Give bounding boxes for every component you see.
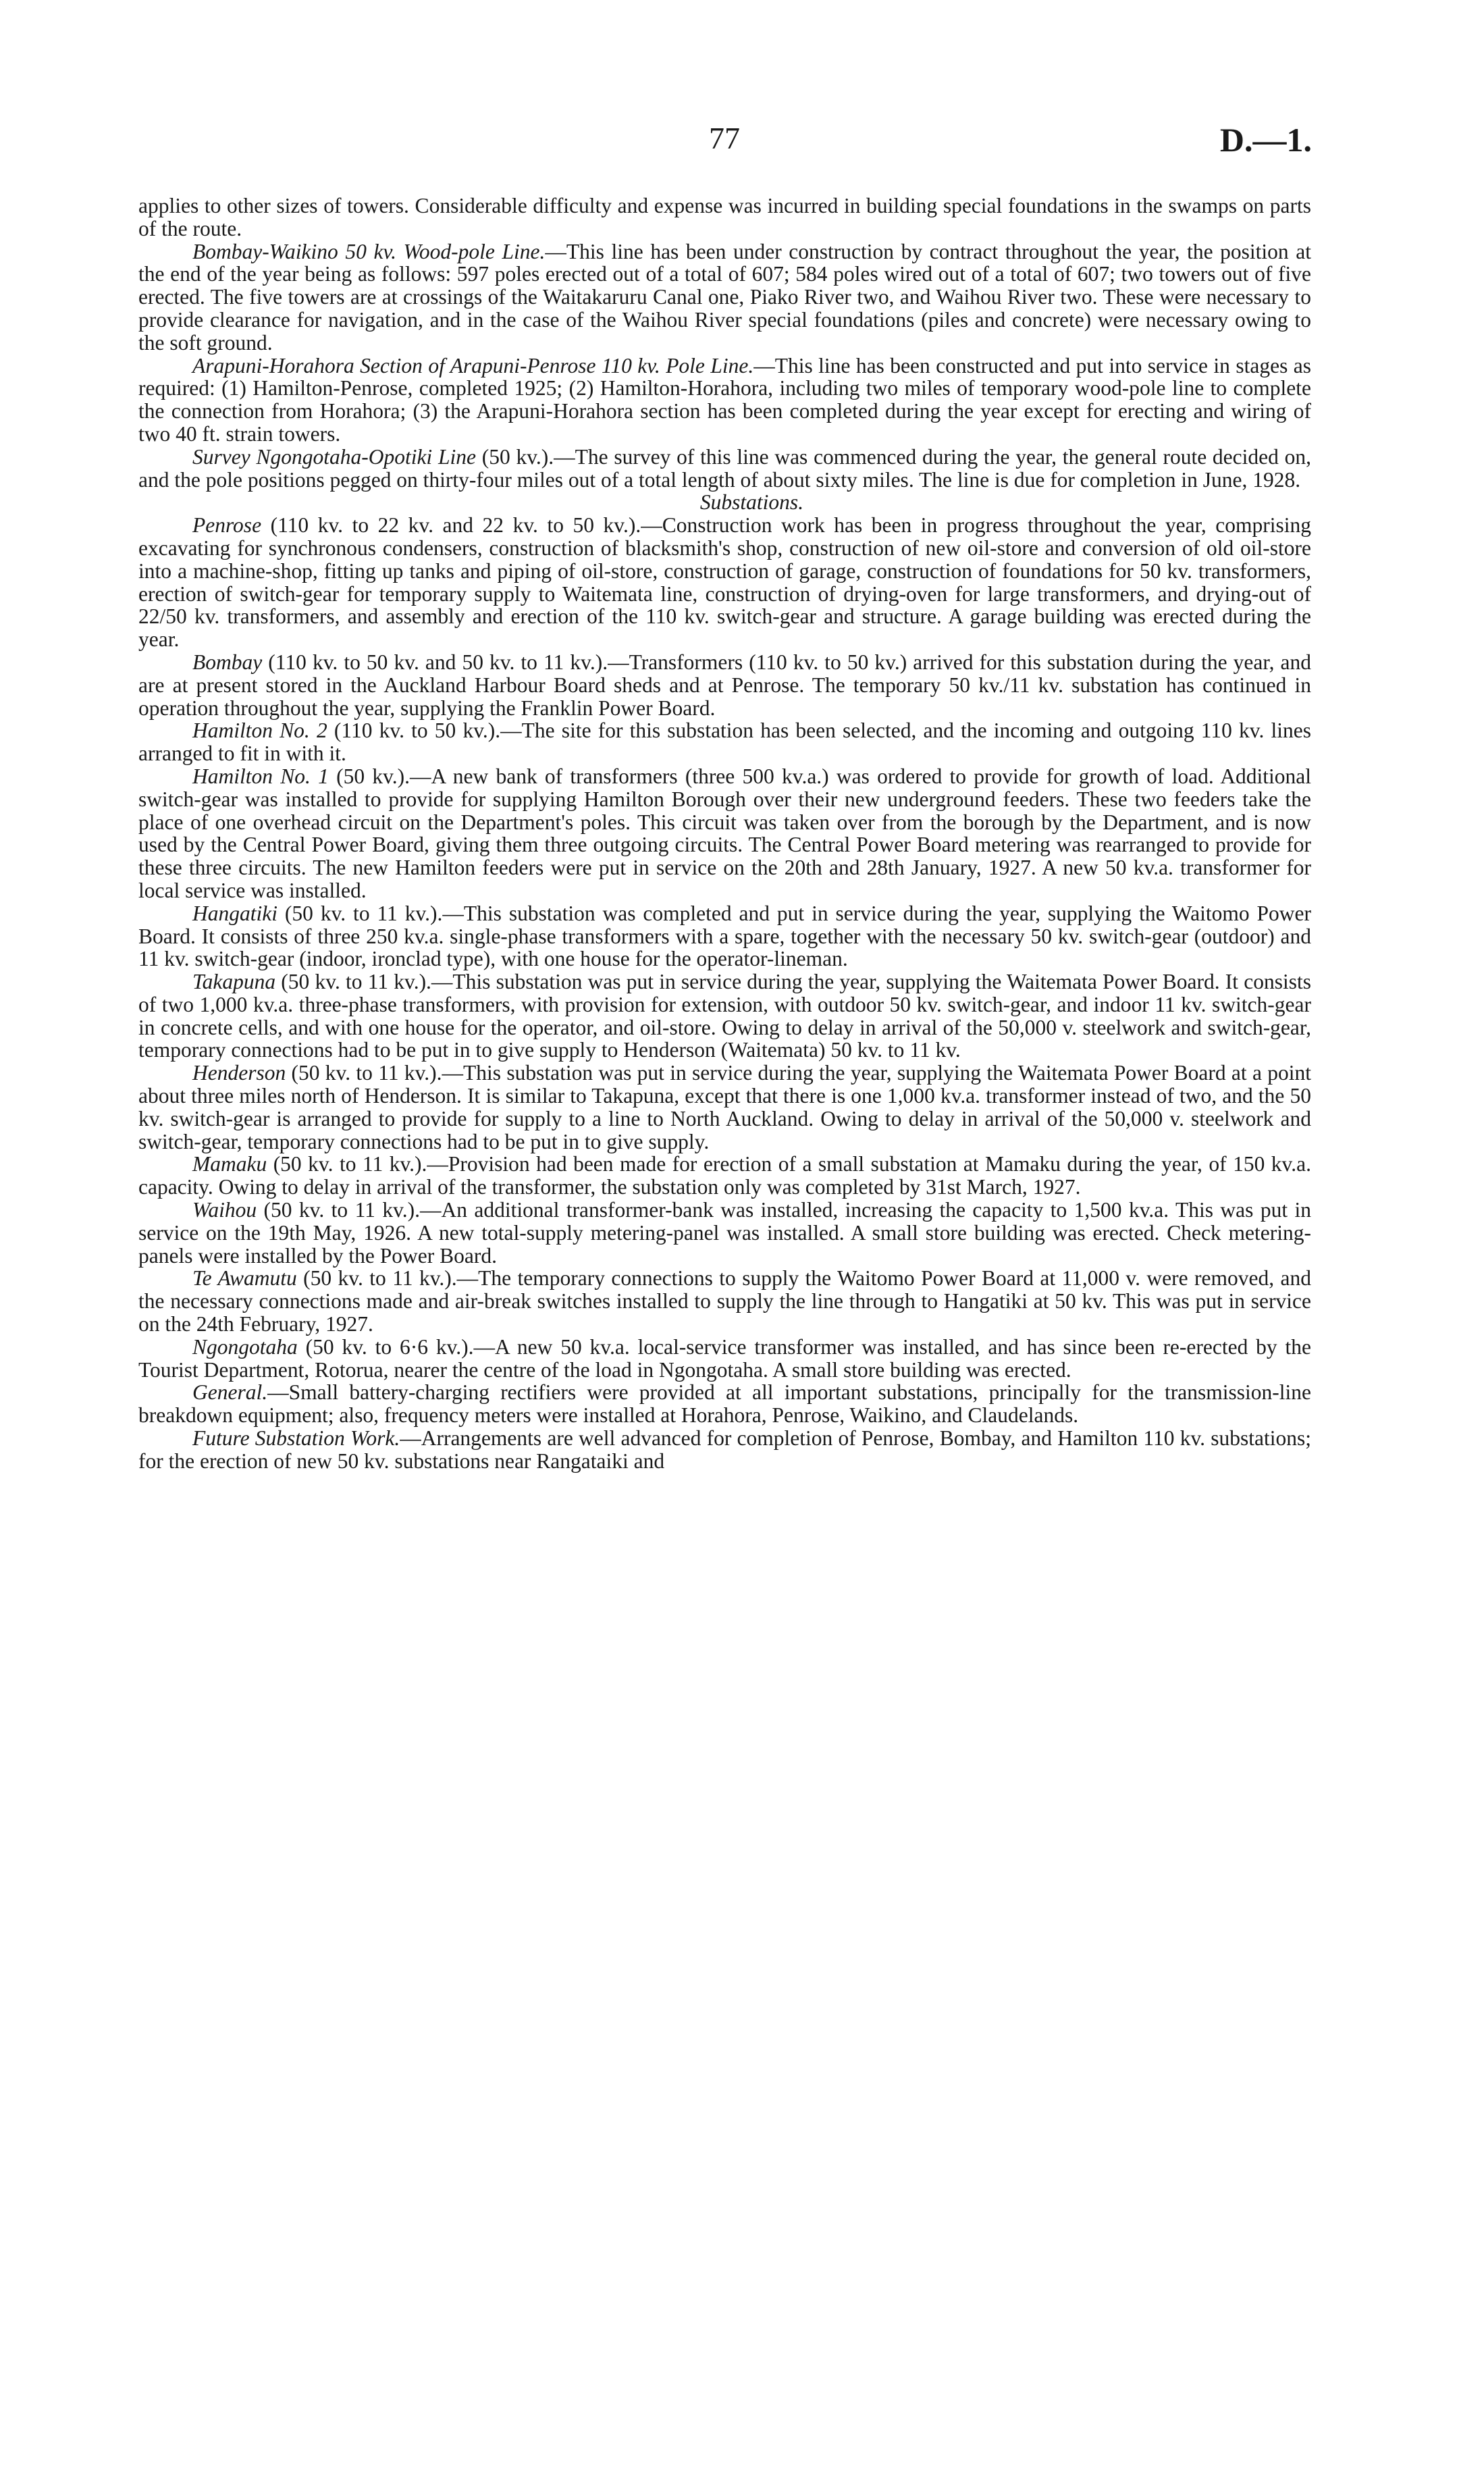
paragraph-lead: Te Awamutu	[192, 1266, 297, 1291]
paragraph: General.—Small battery-charging rectifiers were provided at all important substations, principally for the transmission-line breakdown equipment; also, frequency meters were installed at Horahora, Penrose, Waikino, and Claudelands.	[138, 1380, 1311, 1428]
paragraph: Takapuna (50 kv. to 11 kv.).—This substation was put in service during the year, supplying the Waitemata Power Board. It consists of two 1,000 kv.a. three-phase transformers, with provision for extension, with outdoor 50 kv. switch-gear, and indoor 11 kv. switch-gear in concrete cells, and with one house for the operator, and oil-store. Owing to delay in arrival of the 50,000 v. steelwork and switch-gear, temporary connections had to be put in to give supply to Henderson (Waitemata) 50 kv. to 11 kv.	[138, 970, 1311, 1062]
paragraph: Penrose (110 kv. to 22 kv. and 22 kv. to 50 kv.).—Construction work has been in progress throughout the year, comprising excavating for synchronous condensers, construction of blacksmith's shop, construction of new oil-store and conversion of old oil-store into a machine-shop, fitting up tanks and piping of oil-store, construction of garage, construction of foundations for 50 kv. transformers, erection of switch-gear for temporary supply to Waitemata line, construction of drying-oven for large transformers, and drying-out of 22/50 kv. transformers, and assembly and erection of the 110 kv. switch-gear and structure. A garage building was erected during the year.	[138, 513, 1311, 652]
paragraph-lead: Penrose	[192, 513, 262, 538]
paragraph: applies to other sizes of towers. Considerable difficulty and expense was incurred in building special foundations in the swamps on parts of the route.	[138, 194, 1311, 240]
paragraph: Survey Ngongotaha-Opotiki Line (50 kv.).—The survey of this line was commenced during the year, the general route decided on, and the pole positions pegged on thirty-four miles out of a total length of about sixty miles. The line is due for completion in June, 1928.	[138, 444, 1311, 492]
section-heading: Substations.	[699, 490, 804, 515]
paragraph-lead: Henderson	[192, 1061, 286, 1085]
paragraph-lead: Survey Ngongotaha-Opotiki Line	[192, 444, 476, 469]
paragraph: Mamaku (50 kv. to 11 kv.).—Provision had been made for erection of a small substation at Mamaku during the year, of 150 kv.a. capacity. Owing to delay in arrival of the transformer, the substation only was completed by 31st March, 1927.	[138, 1152, 1311, 1199]
paragraph: Bombay (110 kv. to 50 kv. and 50 kv. to 11 kv.).—Transformers (110 kv. to 50 kv.) arrived for this substation during the year, and are at present stored in the Auckland Harbour Board sheds and at Penrose. The temporary 50 kv./11 kv. substation has continued in operation throughout the year, supplying the Franklin Power Board.	[138, 650, 1311, 720]
paragraph: Hangatiki (50 kv. to 11 kv.).—This substation was completed and put in service during the year, supplying the Waitomo Power Board. It consists of three 250 kv.a. single-phase transformers with a spare, together with the necessary 50 kv. switch-gear (outdoor) and 11 kv. switch-gear (indoor, ironclad type), with one house for the operator-lineman.	[138, 901, 1311, 971]
body-text	[138, 194, 1311, 1473]
paragraph-lead: Hamilton No. 1	[192, 764, 329, 788]
paragraph-lead: General.	[192, 1380, 268, 1405]
paragraph: Henderson (50 kv. to 11 kv.).—This substation was put in service during the year, supplying the Waitemata Power Board at a point about three miles north of Henderson. It is similar to Takapuna, except that there is one 1,000 kv.a. transformer instead of two, and the 50 kv. switch-gear is arranged to provide for supply to a line to North Auckland. Owing to delay in arrival of the 50,000 v. steelwork and switch-gear, temporary connections had to be put in to give supply.	[138, 1061, 1311, 1153]
paragraph-lead: Mamaku	[192, 1152, 267, 1176]
document-reference: D.—1.	[1219, 121, 1312, 159]
page-number: 77	[709, 121, 740, 155]
paragraph: Hamilton No. 1 (50 kv.).—A new bank of transformers (three 500 kv.a.) was ordered to provide for growth of load. Additional switch-gear was installed to provide for supplying Hamilton Borough over their new underground feeders. These two feeders take the place of one overhead circuit on the Department's poles. This circuit was taken over from the borough by the Department, and is now used by the Central Power Board, giving them three outgoing circuits. The Central Power Board metering was rearranged to provide for these three circuits. The new Hamilton feeders were put in service on the 20th and 28th January, 1927. A new 50 kv.a. transformer for local service was installed.	[138, 764, 1311, 902]
paragraph-lead: Ngongotaha	[192, 1334, 298, 1359]
paragraph-lead: Waihou	[192, 1198, 257, 1222]
paragraph-lead: Future Substation Work.	[192, 1426, 400, 1451]
paragraph-lead: Arapuni-Horahora Section of Arapuni-Penrose 110 kv. Pole Line.	[192, 353, 754, 378]
paragraph: Arapuni-Horahora Section of Arapuni-Penrose 110 kv. Pole Line.—This line has been constructed and put into service in stages as required: (1) Hamilton-Penrose, completed 1925; (2) Hamilton-Horahora, including two miles of temporary wood-pole line to complete the connection from Horahora; (3) the Arapuni-Horahora section has been completed during the year except for erecting and wiring of two 40 ft. strain towers.	[138, 353, 1311, 446]
paragraph-lead: Hamilton No. 2	[192, 719, 327, 743]
paragraph: Future Substation Work.—Arrangements are well advanced for completion of Penrose, Bombay, and Hamilton 110 kv. substations; for the erection of new 50 kv. substations near Rangataiki and	[138, 1426, 1311, 1473]
paragraph: Bombay-Waikino 50 kv. Wood-pole Line.—This line has been under construction by contract throughout the year, the position at the end of the year being as follows: 597 poles erected out of a total of 607; 584 poles wired out of a total of 607; two towers out of five erected. The five towers are at crossings of the Waitakaruru Canal one, Piako River two, and Waihou River two. These were necessary to provide clearance for navigation, and in the case of the Waihou River special foundations (piles and concrete) were necessary owing to the soft ground.	[138, 239, 1311, 355]
paragraph-lead: Bombay-Waikino 50 kv. Wood-pole Line.	[192, 239, 546, 263]
paragraph-lead: Takapuna	[192, 970, 276, 994]
paragraph: Te Awamutu (50 kv. to 11 kv.).—The temporary connections to supply the Waitomo Power Board at 11,000 v. were removed, and the necessary connections made and air-break switches installed to supply the line through to Hangatiki at 50 kv. This was put in service on the 24th February, 1927.	[138, 1266, 1311, 1336]
paragraph-lead: Hangatiki	[192, 901, 277, 925]
paragraph: Hamilton No. 2 (110 kv. to 50 kv.).—The site for this substation has been selected, and the incoming and outgoing 110 kv. lines arranged to fit in with it.	[138, 719, 1311, 766]
page-header	[0, 120, 1484, 174]
paragraph: Waihou (50 kv. to 11 kv.).—An additional transformer-bank was installed, increasing the capacity to 1,500 kv.a. This was put in service on the 19th May, 1926. A new total-supply metering-panel was installed. A small store building was erected. Check metering-panels were installed by the Power Board.	[138, 1198, 1311, 1268]
paragraph-lead: Bombay	[192, 650, 263, 674]
paragraph: Ngongotaha (50 kv. to 6·6 kv.).—A new 50 kv.a. local-service transformer was installed, and has since been re-erected by the Tourist Department, Rotorua, nearer the centre of the load in Ngongotaha. A small store building was erected.	[138, 1334, 1311, 1382]
